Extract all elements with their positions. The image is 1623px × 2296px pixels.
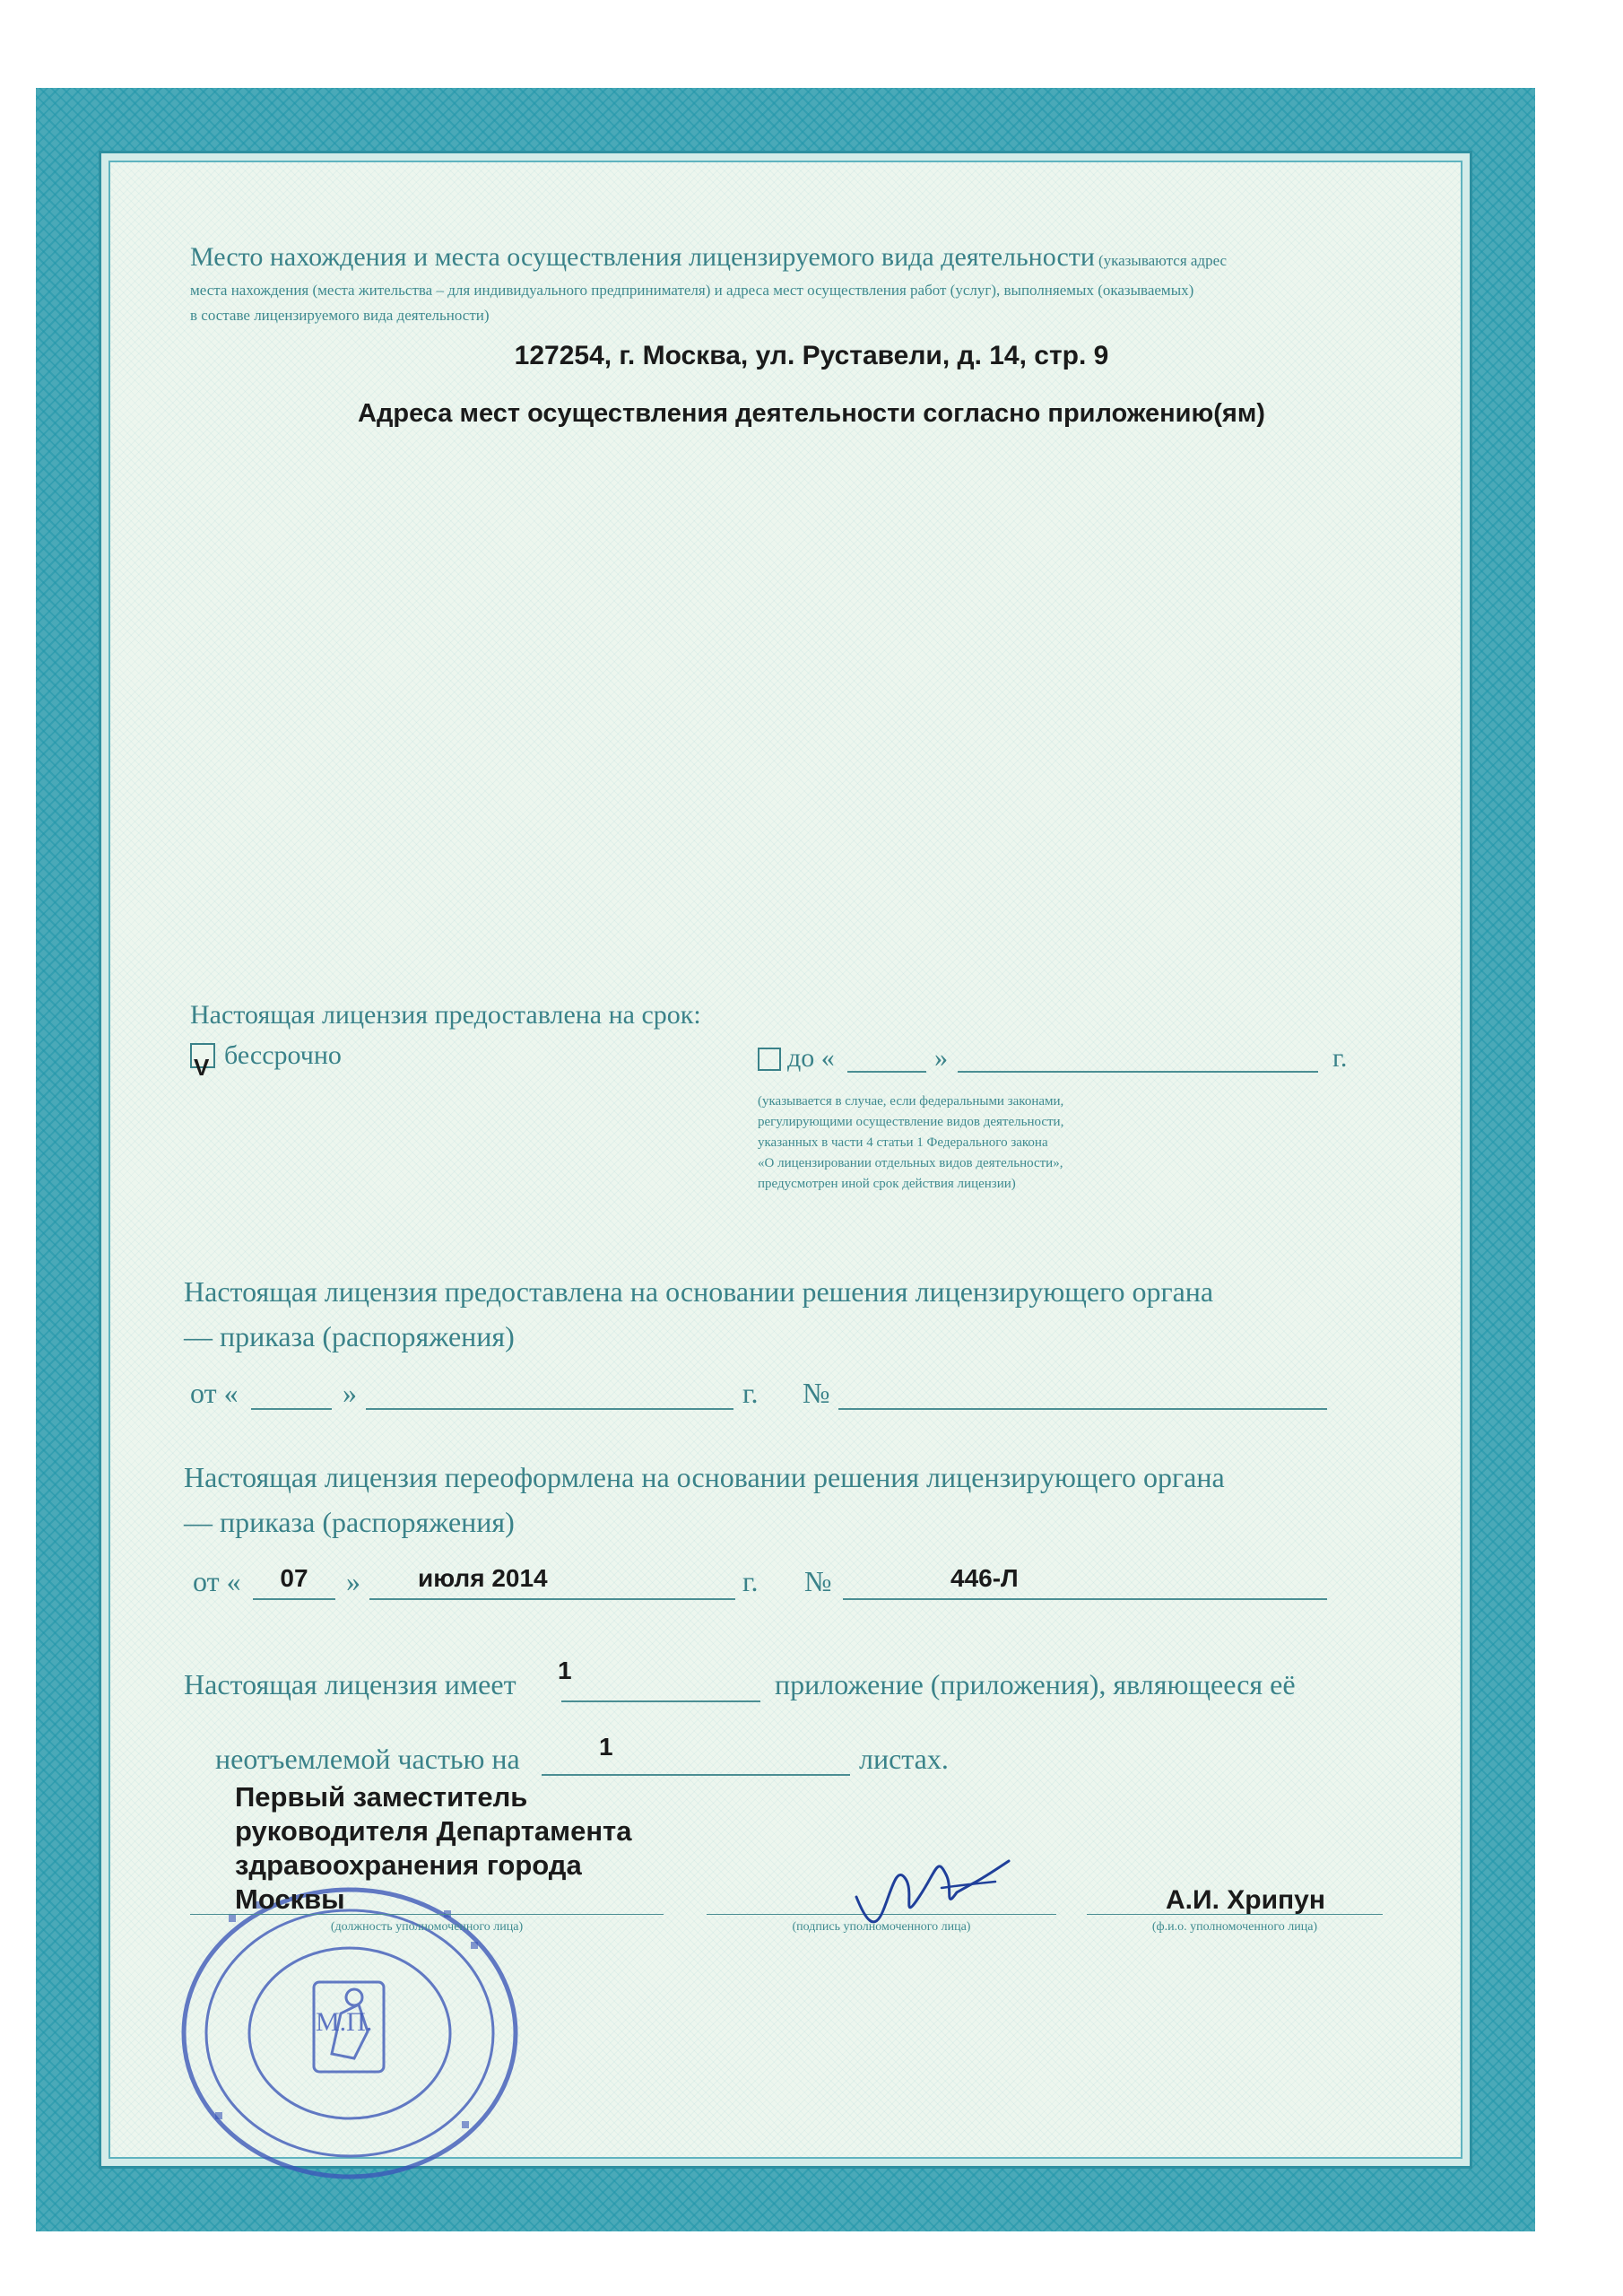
- term-note-line: «О лицензировании отдельных видов деятельности»,: [758, 1156, 1063, 1170]
- reissue-number: 446-Л: [950, 1564, 1019, 1592]
- signatory-name: А.И. Хрипун: [1166, 1885, 1325, 1915]
- name-caption: (ф.и.о. уполномоченного лица): [1151, 1920, 1318, 1934]
- signatory-position-line: Первый заместитель: [235, 1781, 528, 1813]
- until-date-checkbox[interactable]: [758, 1048, 781, 1071]
- appendix-count: 1: [558, 1657, 572, 1684]
- perpetual-label: бессрочно: [224, 1040, 342, 1070]
- perpetual-checkbox[interactable]: [190, 1043, 215, 1081]
- until-date-prefix: до «: [787, 1043, 835, 1073]
- reissue-day-line: [253, 1598, 335, 1600]
- reissue-date-close: »: [346, 1565, 360, 1597]
- term-note-line: регулирующими осуществление видов деятельности,: [758, 1115, 1064, 1129]
- address-text: 127254, г. Москва, ул. Руставели, д. 14, стр. 9: [514, 341, 1109, 370]
- until-date-suffix: г.: [1332, 1043, 1348, 1073]
- reissue-month-year: июля 2014: [418, 1564, 548, 1592]
- reissue-year-label: г.: [742, 1565, 759, 1597]
- reissue-number-sign: №: [804, 1565, 832, 1597]
- until-day-line: [847, 1071, 926, 1073]
- perpetual-checkmark: V: [194, 1054, 210, 1081]
- grant-number-sign: №: [803, 1377, 830, 1409]
- grant-basis-text: [184, 1269, 1213, 1359]
- grant-year-label: г.: [742, 1377, 759, 1409]
- grant-day-line: [251, 1408, 332, 1410]
- grant-basis-line2: — приказа (распоряжения): [184, 1320, 515, 1352]
- appendix-sheets: 1: [599, 1733, 613, 1761]
- appendix-count-line: [561, 1700, 760, 1702]
- reissue-number-line: [843, 1598, 1327, 1600]
- location-heading-note-line3: в составе лицензируемого вида деятельности): [190, 307, 490, 324]
- term-note: [758, 1091, 1296, 1195]
- signatory-position-line: здравоохранения города: [235, 1849, 582, 1881]
- appendix-line1-prefix: Настоящая лицензия имеет: [184, 1668, 516, 1700]
- location-heading: [190, 244, 1410, 275]
- addresses-appendix-note: Адреса мест осуществления деятельности согласно приложению(ям): [358, 399, 1265, 428]
- until-month-line: [958, 1071, 1318, 1073]
- position-caption: (должность уполномоченного лица): [330, 1920, 524, 1934]
- appendix-line1-suffix: приложение (приложения), являющееся её: [775, 1668, 1296, 1700]
- signatory-position: [235, 1780, 631, 1917]
- term-note-line: указанных в части 4 статьи 1 Федерального закона: [758, 1135, 1048, 1150]
- reissue-date-prefix: от «: [193, 1565, 241, 1597]
- reissue-basis-text: [184, 1455, 1225, 1544]
- position-line: [190, 1914, 664, 1915]
- location-heading-note-line2: места нахождения (места жительства – для индивидуального предпринимателя) и адреса мест осуществления работ (услуг), выполняемых (оказываемых): [190, 282, 1194, 299]
- appendix-line2-suffix: листах.: [859, 1743, 949, 1775]
- grant-basis-line1: Настоящая лицензия предоставлена на основании решения лицензирующего органа: [184, 1275, 1214, 1308]
- reissue-day: 07: [280, 1564, 308, 1592]
- signatory-position-line: Москвы: [235, 1883, 345, 1915]
- reissue-basis-line1: Настоящая лицензия переоформлена на основании решения лицензирующего органа: [184, 1461, 1225, 1493]
- reissue-month-line: [369, 1598, 735, 1600]
- appendix-line2-prefix: неотъемлемой частью на: [215, 1743, 520, 1775]
- term-heading: Настоящая лицензия предоставлена на срок:: [190, 1000, 701, 1030]
- stamp-mark: М.П.: [316, 2007, 373, 2037]
- until-date-mid: »: [934, 1043, 948, 1073]
- grant-date-prefix: от «: [190, 1377, 239, 1409]
- handwritten-signature: [847, 1848, 1018, 1942]
- signatory-position-line: руководителя Департамента: [235, 1815, 632, 1847]
- grant-number-line: [838, 1408, 1327, 1410]
- term-note-line: (указывается в случае, если федеральными законами,: [758, 1094, 1064, 1109]
- location-heading-title: Место нахождения и места осуществления лицензируемого вида деятельности: [190, 242, 1095, 272]
- appendix-sheets-line: [542, 1774, 850, 1776]
- grant-date-close: »: [343, 1377, 357, 1409]
- term-note-line: предусмотрен иной срок действия лицензии): [758, 1177, 1016, 1191]
- signature-caption: (подпись уполномоченного лица): [792, 1920, 971, 1934]
- grant-month-line: [366, 1408, 733, 1410]
- location-heading-note: (указываются адрес: [1098, 252, 1228, 269]
- reissue-basis-line2: — приказа (распоряжения): [184, 1506, 515, 1538]
